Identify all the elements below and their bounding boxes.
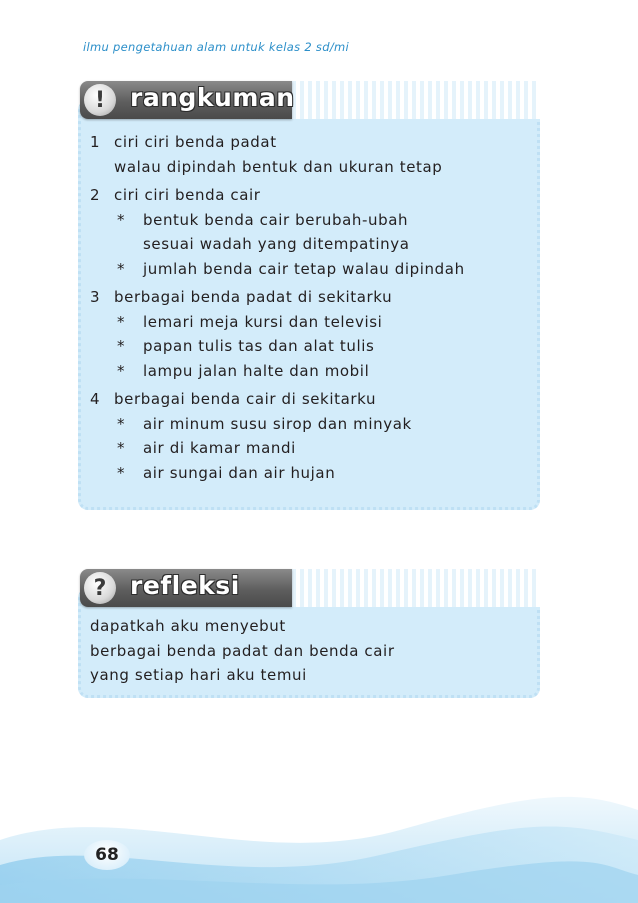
bullet-star: *	[117, 361, 126, 380]
list-item	[90, 436, 530, 461]
running-header: ilmu pengetahuan alam untuk kelas 2 sd/mi	[83, 40, 349, 54]
exclamation-icon: !	[84, 84, 116, 116]
section-number: 1	[90, 133, 101, 151]
list-item-text: bentuk benda cair berubah-ubah	[143, 210, 409, 229]
reflection-banner-stripe	[292, 569, 540, 607]
section-text: ciri ciri benda padat	[114, 133, 277, 151]
bullet-star: *	[117, 259, 126, 278]
section-number: 2	[90, 186, 101, 204]
list-item	[90, 208, 530, 233]
list-item-text: air di kamar mandi	[143, 439, 296, 457]
list-item	[90, 461, 530, 486]
bullet-star: *	[117, 463, 126, 482]
reflection-banner	[80, 569, 292, 607]
question-mark-icon: ?	[84, 572, 116, 604]
section-title: ciri ciri benda cair	[114, 186, 261, 204]
summary-section-1	[90, 130, 530, 179]
reflection-line: yang setiap hari aku temui	[90, 666, 307, 684]
bullet-star: *	[117, 210, 126, 229]
summary-section-3	[90, 285, 530, 383]
list-item	[90, 257, 530, 282]
section-title: berbagai benda padat di sekitarku	[114, 288, 393, 306]
bullet-star: *	[117, 312, 126, 331]
list-item	[90, 310, 530, 335]
summary-banner	[80, 81, 295, 119]
section-heading	[90, 285, 530, 310]
list-item	[90, 412, 530, 437]
reflection-content	[90, 614, 395, 688]
page-number: 68	[84, 840, 130, 870]
bullet-star: *	[117, 439, 126, 457]
list-item-text: jumlah benda cair tetap walau dipindah	[143, 259, 465, 278]
section-text-line: walau dipindah bentuk dan ukuran tetap	[114, 157, 443, 176]
reflection-line: dapatkah aku menyebut	[90, 617, 286, 635]
section-heading	[90, 387, 530, 412]
section-number: 3	[90, 288, 101, 306]
list-item-text: lemari meja kursi dan televisi	[143, 312, 383, 331]
bullet-star: *	[117, 414, 126, 433]
reflection-line: berbagai benda padat dan benda cair	[90, 641, 395, 660]
list-item-continuation: sesuai wadah yang ditempatinya	[143, 235, 410, 253]
list-item-text: lampu jalan halte dan mobil	[143, 361, 370, 380]
summary-content	[90, 130, 530, 489]
reflection-title: refleksi	[130, 571, 240, 600]
section-title: berbagai benda cair di sekitarku	[114, 390, 377, 408]
section-number: 4	[90, 390, 101, 408]
summary-section-2	[90, 183, 530, 281]
list-item-text: air minum susu sirop dan minyak	[143, 414, 412, 433]
summary-section-4	[90, 387, 530, 485]
bullet-star: *	[117, 337, 126, 355]
list-item	[90, 359, 530, 384]
list-item-text: air sungai dan air hujan	[143, 463, 336, 482]
section-heading	[90, 130, 530, 155]
list-item-text: papan tulis tas dan alat tulis	[143, 337, 375, 355]
section-heading	[90, 183, 530, 208]
summary-banner-stripe	[292, 81, 540, 119]
list-item	[90, 334, 530, 359]
summary-title: rangkuman	[130, 83, 295, 112]
